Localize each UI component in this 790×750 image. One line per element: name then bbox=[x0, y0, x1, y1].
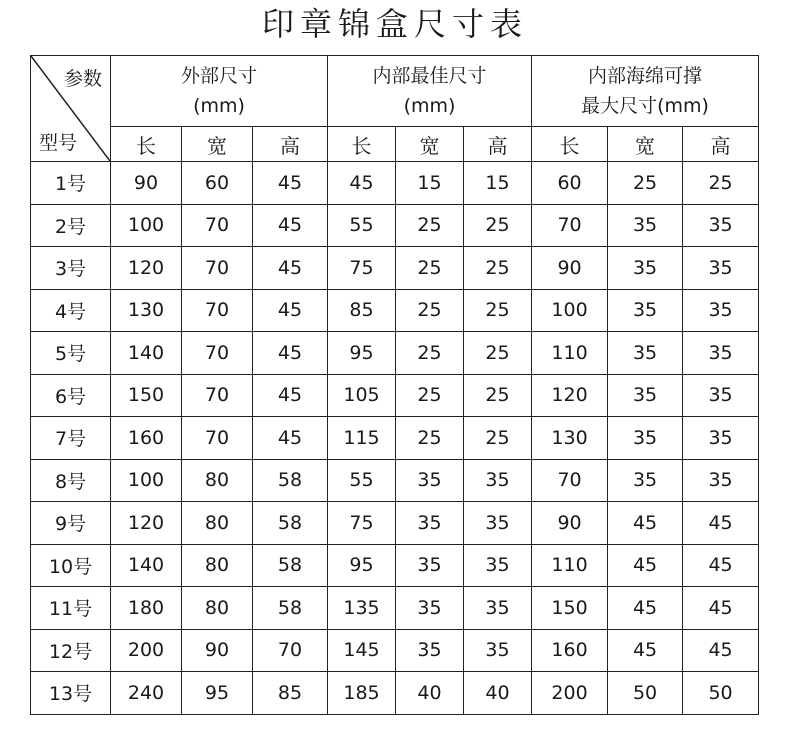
table-cell: 58 bbox=[253, 544, 328, 587]
table-cell: 25 bbox=[396, 374, 464, 417]
group-header-inner bbox=[328, 56, 532, 127]
table-cell: 25 bbox=[396, 247, 464, 290]
table-cell: 85 bbox=[253, 672, 328, 715]
table-cell: 90 bbox=[532, 502, 608, 545]
table-cell: 45 bbox=[608, 544, 683, 587]
table-cell: 90 bbox=[532, 247, 608, 290]
table-cell: 100 bbox=[532, 289, 608, 332]
column-header: 长 bbox=[532, 127, 608, 162]
model-cell: 12号 bbox=[31, 629, 111, 672]
group-header-inner-line2: (mm) bbox=[403, 95, 456, 117]
model-cell: 2号 bbox=[31, 204, 111, 247]
table-cell: 70 bbox=[532, 459, 608, 502]
table-cell: 75 bbox=[328, 247, 396, 290]
table-cell: 25 bbox=[683, 162, 759, 205]
table-cell: 70 bbox=[182, 417, 253, 460]
table-cell: 45 bbox=[608, 502, 683, 545]
model-cell: 11号 bbox=[31, 587, 111, 630]
group-header-outer bbox=[111, 56, 328, 127]
model-cell: 13号 bbox=[31, 672, 111, 715]
table-cell: 90 bbox=[182, 629, 253, 672]
table-cell: 45 bbox=[608, 629, 683, 672]
table-cell: 55 bbox=[328, 459, 396, 502]
table-cell: 80 bbox=[182, 544, 253, 587]
table-row bbox=[31, 247, 759, 290]
sub-header-row bbox=[31, 127, 759, 162]
table-cell: 200 bbox=[532, 672, 608, 715]
table-cell: 25 bbox=[608, 162, 683, 205]
table-cell: 25 bbox=[464, 332, 532, 375]
table-cell: 100 bbox=[111, 204, 182, 247]
table-cell: 35 bbox=[683, 289, 759, 332]
table-cell: 70 bbox=[182, 374, 253, 417]
table-cell: 25 bbox=[396, 417, 464, 460]
table-row bbox=[31, 332, 759, 375]
table-cell: 58 bbox=[253, 502, 328, 545]
model-cell: 7号 bbox=[31, 417, 111, 460]
page-title: 印章锦盒尺寸表 bbox=[261, 5, 528, 43]
table-cell: 100 bbox=[111, 459, 182, 502]
table-cell: 70 bbox=[182, 332, 253, 375]
table-cell: 35 bbox=[396, 544, 464, 587]
table-cell: 95 bbox=[328, 332, 396, 375]
table-cell: 120 bbox=[111, 502, 182, 545]
table-cell: 135 bbox=[328, 587, 396, 630]
table-cell: 25 bbox=[396, 332, 464, 375]
model-cell: 6号 bbox=[31, 374, 111, 417]
column-header: 高 bbox=[464, 127, 532, 162]
column-header: 长 bbox=[328, 127, 396, 162]
table-cell: 40 bbox=[396, 672, 464, 715]
table-cell: 145 bbox=[328, 629, 396, 672]
table-cell: 95 bbox=[182, 672, 253, 715]
table-cell: 35 bbox=[608, 204, 683, 247]
table-cell: 35 bbox=[464, 629, 532, 672]
table-cell: 45 bbox=[253, 162, 328, 205]
table-cell: 95 bbox=[328, 544, 396, 587]
table-cell: 80 bbox=[182, 459, 253, 502]
table-cell: 35 bbox=[683, 204, 759, 247]
table-cell: 15 bbox=[396, 162, 464, 205]
table-cell: 130 bbox=[532, 417, 608, 460]
table-cell: 35 bbox=[608, 332, 683, 375]
column-header: 高 bbox=[683, 127, 759, 162]
table-cell: 35 bbox=[464, 502, 532, 545]
table-cell: 25 bbox=[464, 204, 532, 247]
table-cell: 45 bbox=[253, 417, 328, 460]
table-cell: 35 bbox=[396, 459, 464, 502]
group-header-outer-line2: (mm) bbox=[193, 95, 245, 117]
table-cell: 35 bbox=[683, 374, 759, 417]
model-cell: 10号 bbox=[31, 544, 111, 587]
table-cell: 45 bbox=[253, 374, 328, 417]
corner-header bbox=[31, 56, 111, 162]
table-cell: 185 bbox=[328, 672, 396, 715]
column-header: 宽 bbox=[182, 127, 253, 162]
table-row bbox=[31, 587, 759, 630]
table-row bbox=[31, 204, 759, 247]
group-header-sponge bbox=[532, 56, 759, 127]
table-cell: 120 bbox=[532, 374, 608, 417]
table-cell: 35 bbox=[683, 332, 759, 375]
table-cell: 45 bbox=[328, 162, 396, 205]
table-cell: 25 bbox=[396, 204, 464, 247]
table-row bbox=[31, 502, 759, 545]
table-cell: 105 bbox=[328, 374, 396, 417]
table-cell: 140 bbox=[111, 332, 182, 375]
table-cell: 75 bbox=[328, 502, 396, 545]
table-cell: 45 bbox=[683, 629, 759, 672]
table-row bbox=[31, 289, 759, 332]
table-cell: 150 bbox=[111, 374, 182, 417]
table-cell: 25 bbox=[464, 374, 532, 417]
table-cell: 110 bbox=[532, 332, 608, 375]
table-cell: 35 bbox=[683, 247, 759, 290]
table-cell: 45 bbox=[253, 289, 328, 332]
table-cell: 35 bbox=[608, 417, 683, 460]
table-cell: 70 bbox=[182, 289, 253, 332]
table-cell: 58 bbox=[253, 587, 328, 630]
table-cell: 110 bbox=[532, 544, 608, 587]
table-cell: 40 bbox=[464, 672, 532, 715]
table-row bbox=[31, 162, 759, 205]
table-cell: 58 bbox=[253, 459, 328, 502]
table-cell: 45 bbox=[683, 502, 759, 545]
table-cell: 60 bbox=[532, 162, 608, 205]
table-cell: 25 bbox=[464, 417, 532, 460]
model-cell: 9号 bbox=[31, 502, 111, 545]
table-cell: 180 bbox=[111, 587, 182, 630]
table-cell: 130 bbox=[111, 289, 182, 332]
table-cell: 70 bbox=[182, 247, 253, 290]
table-cell: 35 bbox=[464, 544, 532, 587]
table-cell: 25 bbox=[464, 247, 532, 290]
corner-param-label: 参数 bbox=[63, 68, 102, 90]
group-header-sponge-line1: 内部海绵可撑 bbox=[588, 65, 703, 87]
table-cell: 35 bbox=[396, 587, 464, 630]
table-cell: 50 bbox=[683, 672, 759, 715]
table-cell: 45 bbox=[253, 247, 328, 290]
size-table bbox=[30, 55, 759, 715]
table-cell: 35 bbox=[608, 289, 683, 332]
table-cell: 35 bbox=[683, 417, 759, 460]
table-cell: 35 bbox=[608, 374, 683, 417]
table-cell: 55 bbox=[328, 204, 396, 247]
table-row bbox=[31, 459, 759, 502]
table-cell: 35 bbox=[608, 247, 683, 290]
table-cell: 45 bbox=[683, 544, 759, 587]
table-cell: 45 bbox=[608, 587, 683, 630]
group-header-inner-line1: 内部最佳尺寸 bbox=[372, 65, 487, 87]
table-cell: 45 bbox=[253, 204, 328, 247]
table-cell: 90 bbox=[111, 162, 182, 205]
column-header: 宽 bbox=[608, 127, 683, 162]
group-header-outer-line1: 外部尺寸 bbox=[180, 65, 257, 87]
table-cell: 200 bbox=[111, 629, 182, 672]
table-cell: 150 bbox=[532, 587, 608, 630]
table-cell: 35 bbox=[396, 629, 464, 672]
table-cell: 45 bbox=[253, 332, 328, 375]
column-header: 高 bbox=[253, 127, 328, 162]
table-cell: 80 bbox=[182, 587, 253, 630]
table-cell: 35 bbox=[464, 587, 532, 630]
table-cell: 85 bbox=[328, 289, 396, 332]
table-cell: 25 bbox=[464, 289, 532, 332]
table-row bbox=[31, 417, 759, 460]
table-cell: 70 bbox=[253, 629, 328, 672]
model-cell: 8号 bbox=[31, 459, 111, 502]
table-cell: 70 bbox=[532, 204, 608, 247]
model-cell: 4号 bbox=[31, 289, 111, 332]
table-row bbox=[31, 544, 759, 587]
table-cell: 45 bbox=[683, 587, 759, 630]
table-cell: 35 bbox=[608, 459, 683, 502]
corner-model-label: 型号 bbox=[39, 132, 78, 154]
table-cell: 80 bbox=[182, 502, 253, 545]
table-cell: 15 bbox=[464, 162, 532, 205]
table-cell: 60 bbox=[182, 162, 253, 205]
column-header: 长 bbox=[111, 127, 182, 162]
table-cell: 115 bbox=[328, 417, 396, 460]
table-row bbox=[31, 374, 759, 417]
table-cell: 120 bbox=[111, 247, 182, 290]
table-row bbox=[31, 672, 759, 715]
model-cell: 1号 bbox=[31, 162, 111, 205]
table-cell: 240 bbox=[111, 672, 182, 715]
table-cell: 35 bbox=[683, 459, 759, 502]
column-header: 宽 bbox=[396, 127, 464, 162]
model-cell: 5号 bbox=[31, 332, 111, 375]
group-header-sponge-line2: 最大尺寸(mm) bbox=[581, 95, 709, 117]
table-cell: 25 bbox=[396, 289, 464, 332]
model-cell: 3号 bbox=[31, 247, 111, 290]
table-cell: 70 bbox=[182, 204, 253, 247]
table-cell: 160 bbox=[532, 629, 608, 672]
table-cell: 160 bbox=[111, 417, 182, 460]
table-cell: 50 bbox=[608, 672, 683, 715]
table-cell: 35 bbox=[396, 502, 464, 545]
table-row bbox=[31, 629, 759, 672]
table-cell: 35 bbox=[464, 459, 532, 502]
table-cell: 140 bbox=[111, 544, 182, 587]
